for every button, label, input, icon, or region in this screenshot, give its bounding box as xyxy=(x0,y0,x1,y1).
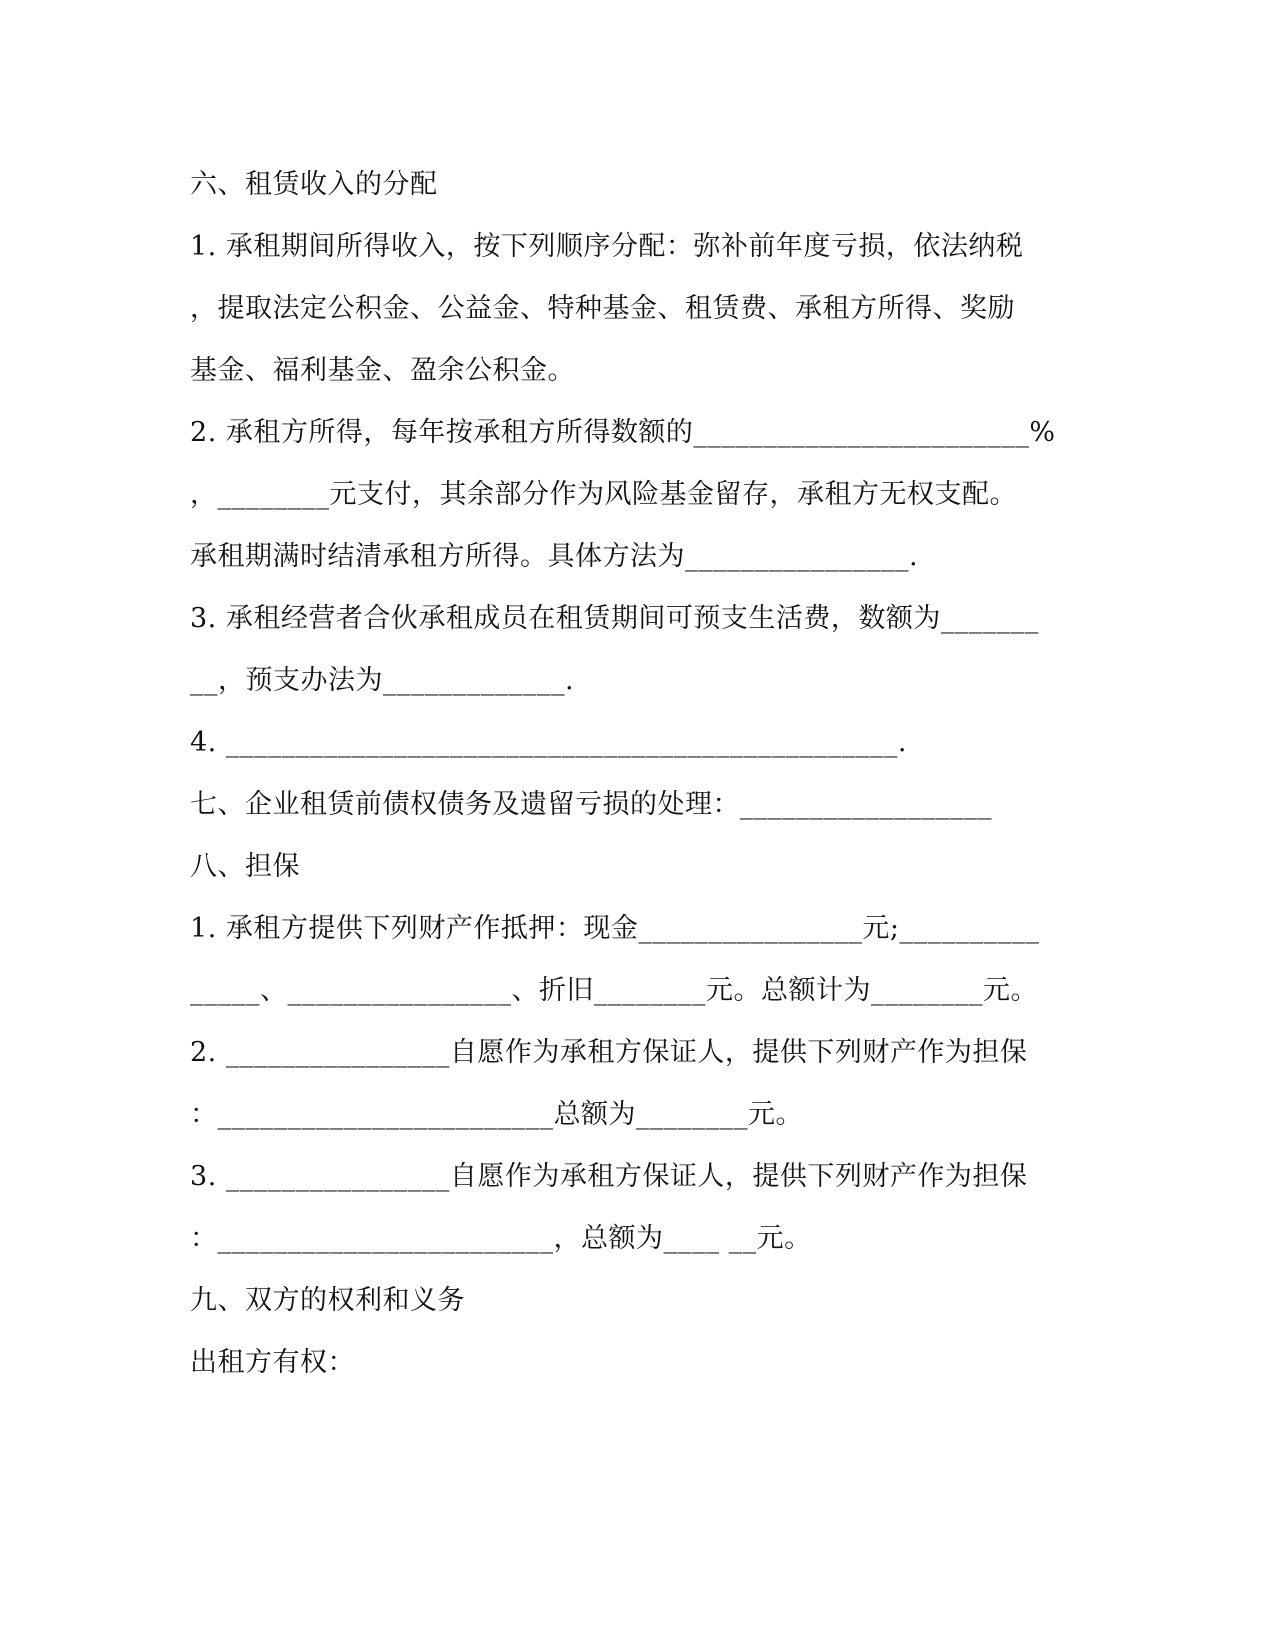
paragraph-line: ，提取法定公积金、公益金、特种基金、租赁费、承租方所得、奖励 xyxy=(190,293,1015,324)
paragraph-line: 2. 承租方所得，每年按承租方所得数额的________________________% xyxy=(190,417,1056,448)
paragraph-line: _____、________________、折旧________元。总额计为________元。 xyxy=(190,975,1038,1006)
paragraph-line: 2. ________________自愿作为承租方保证人，提供下列财产作为担保 xyxy=(190,1037,1028,1068)
paragraph-line: 1. 承租方提供下列财产作抵押：现金________________元;__________ xyxy=(190,913,1040,944)
paragraph-line: 3. 承租经营者合伙承租成员在租赁期间可预支生活费，数额为_______ xyxy=(190,603,1039,634)
paragraph-line: 4. ________________________________________________. xyxy=(190,727,907,758)
paragraph-line: 基金、福利基金、盈余公积金。 xyxy=(190,355,575,386)
paragraph-line: 1. 承租期间所得收入，按下列顺序分配：弥补前年度亏损，依法纳税 xyxy=(190,231,1024,262)
section-heading-income-distribution: 六、租赁收入的分配 xyxy=(190,169,438,200)
paragraph-line: __，预支办法为_____________. xyxy=(190,665,575,696)
paragraph-line: 承租期满时结清承租方所得。具体方法为________________. xyxy=(190,541,919,572)
section-heading-debts: 七、企业租赁前债权债务及遗留亏损的处理：__________________ xyxy=(190,789,992,820)
paragraph-line: ，________元支付，其余部分作为风险基金留存，承租方无权支配。 xyxy=(190,479,1017,510)
section-heading-guarantee: 八、担保 xyxy=(190,851,300,882)
paragraph-line: ：________________________，总额为____ __元。 xyxy=(190,1223,812,1254)
paragraph-line: 3. ________________自愿作为承租方保证人，提供下列财产作为担保 xyxy=(190,1161,1028,1192)
paragraph-line: 出租方有权： xyxy=(190,1347,355,1378)
section-heading-rights-obligations: 九、双方的权利和义务 xyxy=(190,1285,465,1316)
paragraph-line: ：________________________总额为________元。 xyxy=(190,1099,803,1130)
